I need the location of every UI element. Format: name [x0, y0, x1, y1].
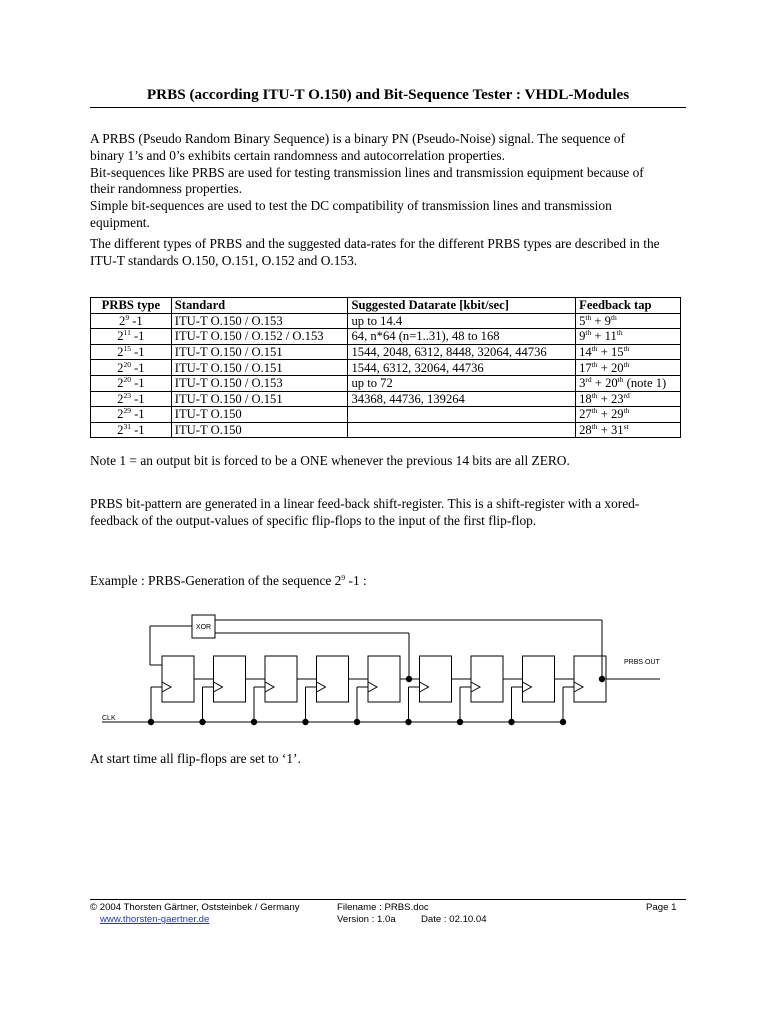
cell-prbs-type: [91, 422, 172, 438]
table-row: [91, 407, 681, 423]
cell-feedback-tap: [576, 313, 681, 329]
tap-join: +: [597, 423, 611, 438]
note-1: Note 1 = an output bit is forced to be a ONE whenever the previous 14 bits are all ZERO.: [90, 453, 570, 468]
type-base: 2: [117, 345, 124, 360]
type-exponent: 9: [125, 312, 130, 322]
tap-join: +: [591, 376, 606, 391]
type-exponent: 20: [123, 375, 131, 385]
footer-version: Version : 1.0a: [337, 914, 396, 925]
header-feedback-tap: Feedback tap: [576, 298, 681, 314]
footer-copyright: © 2004 Thorsten Gärtner, Oststeinbek / Germany: [90, 902, 300, 913]
cell-datarate: up to 72: [348, 375, 576, 391]
tap-1-suffix: th: [585, 328, 592, 338]
tap-join: +: [597, 407, 611, 422]
standards-line: ITU-T standards O.150, O.151, O.152 and O.153.: [90, 252, 358, 268]
type-base: 2: [117, 407, 124, 422]
cell-prbs-type: [91, 329, 172, 345]
type-base: 2: [117, 360, 124, 375]
tap-1-suffix: th: [591, 344, 598, 354]
intro-line: Bit-sequences like PRBS are used for testing transmission lines and transmission equipment because of: [90, 164, 644, 180]
table-row: [91, 360, 681, 376]
clk-label: CLK: [102, 715, 116, 722]
type-base: 2: [117, 391, 124, 406]
cell-feedback-tap: [576, 360, 681, 376]
tap-1-suffix: th: [591, 359, 598, 369]
cell-prbs-type: [91, 375, 172, 391]
table-row: [91, 391, 681, 407]
flipflop: [265, 656, 297, 702]
cell-datarate: 1544, 2048, 6312, 8448, 32064, 44736: [348, 344, 576, 360]
tap-1-suffix: th: [591, 390, 598, 400]
lfsr-circuit-diagram: [90, 600, 690, 735]
tap-join: +: [591, 313, 605, 328]
cell-feedback-tap: [576, 407, 681, 423]
type-base: 2: [119, 313, 126, 328]
tap-2: 31: [610, 423, 624, 438]
tap-1-suffix: th: [591, 406, 598, 416]
cell-feedback-tap: [576, 422, 681, 438]
tap-2: 15: [610, 345, 624, 360]
cell-feedback-tap: [576, 375, 681, 391]
example-exponent: 9: [341, 573, 346, 582]
website-link[interactable]: www.thorsten-gaertner.de: [100, 914, 210, 925]
standards-line: The different types of PRBS and the suggested data-rates for the different PRBS types are described in the: [90, 236, 660, 251]
tap-1: 18: [579, 391, 592, 406]
tap-2-suffix: th: [623, 344, 630, 354]
cell-prbs-type: [91, 407, 172, 423]
tap-2-suffix: th: [616, 328, 623, 338]
cell-prbs-type: [91, 360, 172, 376]
cell-standard: ITU-T O.150 / O.153: [171, 375, 348, 391]
type-exponent: 20: [123, 359, 131, 369]
intro-line: Simple bit-sequences are used to test the DC compatibility of transmission lines and transmission: [90, 198, 612, 214]
tap-1: 9: [579, 329, 586, 344]
table-row: [91, 313, 681, 329]
tap-1-suffix: th: [591, 422, 598, 432]
tap-join: +: [597, 391, 611, 406]
type-base: 2: [117, 423, 124, 438]
header-datarate: Suggested Datarate [kbit/sec]: [348, 298, 576, 314]
tap-1: 28: [579, 423, 592, 438]
flipflop: [317, 656, 349, 702]
table-row: [91, 375, 681, 391]
prbs-table: [90, 297, 681, 438]
tap-2-suffix: th: [623, 359, 630, 369]
xor-label: XOR: [195, 624, 212, 631]
type-exponent: 31: [123, 422, 131, 432]
tap-2: 29: [610, 407, 624, 422]
standards-paragraph: [90, 236, 690, 270]
type-exponent: 23: [123, 390, 131, 400]
flipflop: [162, 656, 194, 702]
tap-2-suffix: th: [610, 312, 617, 322]
header-prbs-type: PRBS type: [91, 298, 172, 314]
cell-standard: ITU-T O.150: [171, 422, 348, 438]
tap-2: 9: [604, 313, 611, 328]
type-minus: -1: [134, 423, 145, 438]
tap-1: 5: [579, 313, 586, 328]
footer-page-number: Page 1: [646, 902, 677, 913]
tap-1: 3: [579, 376, 586, 391]
cell-standard: ITU-T O.150 / O.151: [171, 360, 348, 376]
flipflop-chain: [148, 656, 606, 725]
footer-date: Date : 02.10.04: [421, 914, 487, 925]
title-underline: [90, 107, 686, 108]
table-row: [91, 329, 681, 345]
table-row: [91, 344, 681, 360]
flipflop: [368, 656, 400, 702]
tap-1: 14: [579, 345, 592, 360]
intro-line: equipment.: [90, 214, 150, 230]
cell-standard: ITU-T O.150 / O.151: [171, 344, 348, 360]
header-standard: Standard: [171, 298, 348, 314]
cell-feedback-tap: [576, 391, 681, 407]
intro-paragraph: [90, 131, 690, 232]
tap-2-suffix: rd: [623, 390, 630, 400]
cell-feedback-tap: [576, 329, 681, 345]
type-minus: -1: [134, 376, 145, 391]
tap-join: +: [597, 360, 611, 375]
tap-2: 23: [610, 391, 624, 406]
example-suffix: -1 :: [345, 573, 367, 588]
tap-2-suffix: th: [617, 375, 624, 385]
cell-datarate: [348, 422, 576, 438]
cell-prbs-type: [91, 344, 172, 360]
tap-2: 11: [604, 329, 617, 344]
cell-standard: ITU-T O.150 / O.152 / O.153: [171, 329, 348, 345]
type-base: 2: [117, 376, 124, 391]
table-header-row: [91, 298, 681, 314]
cell-datarate: 34368, 44736, 139264: [348, 391, 576, 407]
type-exponent: 15: [123, 344, 131, 354]
type-minus: -1: [133, 329, 145, 344]
type-minus: -1: [134, 407, 145, 422]
cell-prbs-type: [91, 391, 172, 407]
lfsr-paragraph: [90, 496, 690, 530]
intro-line: A PRBS (Pseudo Random Binary Sequence) is a binary PN (Pseudo-Noise) signal. The sequence of: [90, 131, 625, 146]
type-minus: -1: [134, 345, 145, 360]
cell-datarate: 64, n*64 (n=1..31), 48 to 168: [348, 329, 576, 345]
tap-2: 20: [610, 360, 624, 375]
cell-datarate: 1544, 6312, 32064, 44736: [348, 360, 576, 376]
type-minus: -1: [132, 313, 143, 328]
type-exponent: 29: [123, 406, 131, 416]
tap-1-suffix: rd: [585, 375, 592, 385]
cell-feedback-tap: [576, 344, 681, 360]
type-minus: -1: [134, 391, 145, 406]
start-time-text: At start time all flip-flops are set to ‘1’.: [90, 751, 301, 766]
type-exponent: 11: [123, 328, 131, 338]
prbs-out-label: PRBS OUT: [624, 659, 660, 666]
tap-join: +: [591, 329, 605, 344]
table-row: [91, 422, 681, 438]
footer-rule: [90, 899, 686, 900]
lfsr-line: feedback of the output-values of specific flip-flops to the input of the first flip-flop.: [90, 512, 537, 528]
type-base: 2: [117, 329, 124, 344]
flipflop: [420, 656, 452, 702]
tap-1: 27: [579, 407, 592, 422]
intro-line: binary 1’s and 0’s exhibits certain randomness and autocorrelation properties.: [90, 147, 505, 163]
cell-standard: ITU-T O.150 / O.151: [171, 391, 348, 407]
flipflop: [214, 656, 246, 702]
table-body: [91, 313, 681, 438]
page-title: PRBS (according ITU-T O.150) and Bit-Sequence Tester : VHDL-Modules: [146, 86, 630, 103]
example-prefix: Example : PRBS-Generation of the sequence 2: [90, 573, 342, 588]
tap-1: 17: [579, 360, 592, 375]
intro-line: their randomness properties.: [90, 181, 243, 197]
type-minus: -1: [134, 360, 145, 375]
lfsr-line: PRBS bit-pattern are generated in a linear feed-back shift-register. This is a shift-register with a xored-: [90, 496, 640, 511]
cell-standard: ITU-T O.150: [171, 407, 348, 423]
tap-2-suffix: th: [623, 406, 630, 416]
example-heading: [90, 573, 690, 590]
cell-datarate: up to 14.4: [348, 313, 576, 329]
cell-datarate: [348, 407, 576, 423]
cell-standard: ITU-T O.150 / O.153: [171, 313, 348, 329]
tap-note: (note 1): [623, 376, 667, 391]
flipflop: [471, 656, 503, 702]
tap-2-suffix: st: [623, 422, 629, 432]
footer-filename: Filename : PRBS.doc: [337, 902, 429, 913]
cell-prbs-type: [91, 313, 172, 329]
footer-website: [100, 914, 209, 925]
tap-1-suffix: th: [585, 312, 592, 322]
flipflop: [523, 656, 555, 702]
tap-2: 20: [605, 376, 618, 391]
tap-join: +: [597, 345, 611, 360]
